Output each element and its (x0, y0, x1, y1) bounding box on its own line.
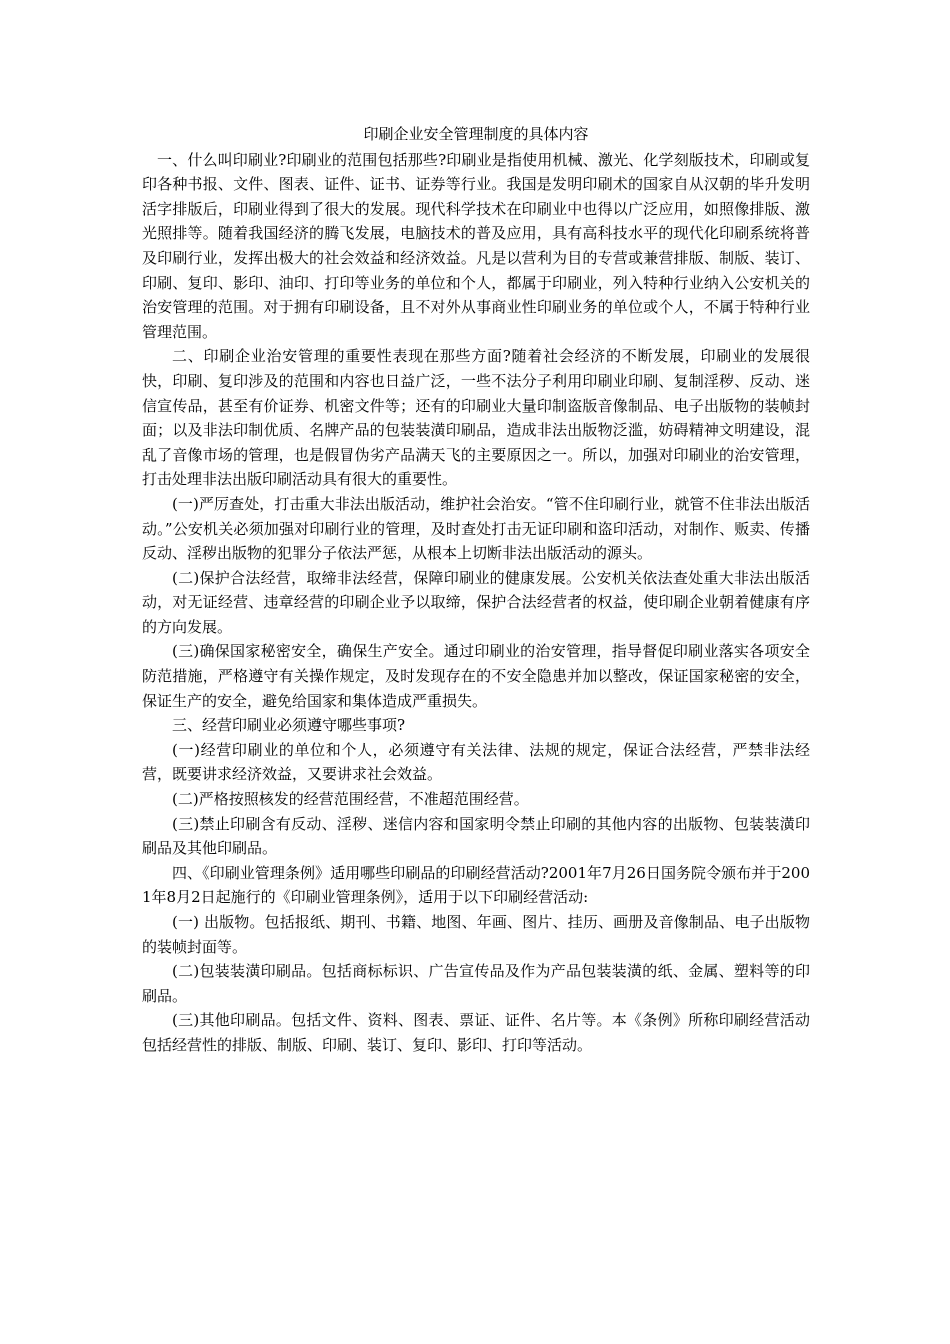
paragraph-2: 二、印刷企业治安管理的重要性表现在那些方面?随着社会经济的不断发展，印刷业的发展很快，印刷、复印涉及的范围和内容也日益广泛，一些不法分子利用印刷业印刷、复制淫秽、反动、迷信宣传品，甚至有价证券、机密文件等；还有的印刷业大量印制盗版音像制品、电子出版物的装帧封面；以及非法印制优质、名牌产品的包装装潢印刷品，造成非法出版物泛滥，妨碍精神文明建设，混乱了音像市场的管理，也是假冒伪劣产品满天飞的主要原因之一。所以，加强对印刷业的治安管理，打击处理非法出版印刷活动具有很大的重要性。 (142, 347, 810, 489)
paragraph-9: (三)禁止印刷含有反动、淫秽、迷信内容和国家明令禁止印刷的其他内容的出版物、包装装潢印刷品及其他印刷品。 (142, 814, 810, 858)
document-page (142, 122, 810, 1058)
paragraph-11: (一) 出版物。包括报纸、期刊、书籍、地图、年画、图片、挂历、画册及音像制品、电子出版物的装帧封面等。 (142, 913, 810, 956)
paragraph-4: (二)保护合法经营，取缔非法经营，保障印刷业的健康发展。公安机关依法查处重大非法出版活动，对无证经营、违章经营的印刷企业予以取缔，保护合法经营者的权益，使印刷企业朝着健康有序的方向发展。 (142, 568, 810, 636)
paragraph-6: 三、经营印刷业必须遵守哪些事项? (172, 716, 406, 735)
document-title: 印刷企业安全管理制度的具体内容 (363, 125, 589, 143)
paragraph-10: 四、《印刷业管理条例》适用哪些印刷品的印刷经营活动?2001年7月26日国务院令颁布并于2001年8月2日起施行的《印刷业管理条例》，适用于以下印刷经营活动: (142, 863, 810, 907)
paragraph-7: (一)经营印刷业的单位和个人，必须遵守有关法律、法规的规定，保证合法经营，严禁非法经营，既要讲求经济效益，又要讲求社会效益。 (142, 740, 810, 784)
paragraph-8: (二)严格按照核发的经营范围经营，不准超范围经营。 (172, 790, 529, 809)
paragraph-5: (三)确保国家秘密安全，确保生产安全。通过印刷业的治安管理，指导督促印刷业落实各项安全防范措施，严格遵守有关操作规定，及时发现存在的不安全隐患并加以整改，保证国家秘密的安全，保证生产的安全，避免给国家和集体造成严重损失。 (142, 642, 810, 710)
paragraph-12: (二)包装装潢印刷品。包括商标标识、广告宣传品及作为产品包装装潢的纸、金属、塑料等的印刷品。 (142, 962, 810, 1005)
paragraph-3: (一)严厉查处，打击重大非法出版活动，维护社会治安。“管不住印刷行业，就管不住非法出版活动。”公安机关必须加强对印刷行业的管理，及时查处打击无证印刷和盗印活动，对制作、贩卖、传播反动、淫秽出版物的犯罪分子依法严惩，从根本上切断非法出版活动的源头。 (142, 494, 810, 563)
paragraph-1: 一、什么叫印刷业?印刷业的范围包括那些?印刷业是指使用机械、激光、化学刻版技术，印刷或复印各种书报、文件、图表、证件、证书、证券等行业。我国是发明印刷术的国家自从汉朝的毕升发明活字排版后，印刷业得到了很大的发展。现代科学技术在印刷业中也得以广泛应用，如照像排版、激光照排等。随着我国经济的腾飞发展，电脑技术的普及应用，具有高科技水平的现代化印刷系统将普及印刷行业，发挥出极大的社会效益和经济效益。凡是以营利为目的专营或兼营排版、制版、装订、印刷、复印、影印、油印、打印等业务的单位和个人，都属于印刷业，列入特种行业纳入公安机关的治安管理的范围。对于拥有印刷设备，且不对外从事商业性印刷业务的单位或个人，不属于特种行业管理范围。 (142, 150, 810, 341)
paragraph-13: (三)其他印刷品。包括文件、资料、图表、票证、证件、名片等。本《条例》所称印刷经营活动包括经营性的排版、制版、印刷、装订、复印、影印、打印等活动。 (142, 1011, 810, 1054)
